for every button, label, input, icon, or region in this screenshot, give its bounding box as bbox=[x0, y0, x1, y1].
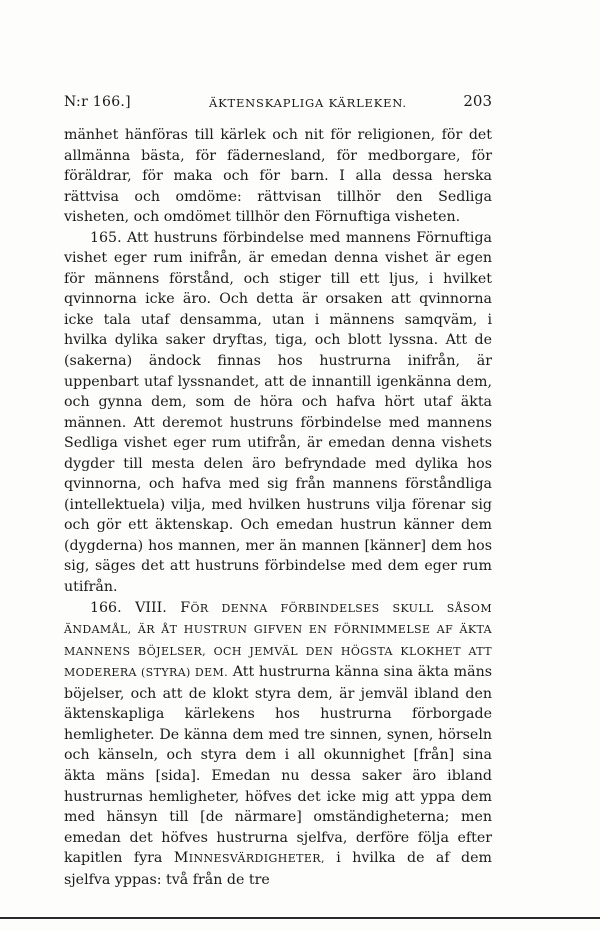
page-number: 203 bbox=[463, 92, 492, 110]
running-header bbox=[64, 92, 492, 116]
bottom-edge-line bbox=[0, 917, 600, 919]
paragraph-number: 166. VIII. bbox=[90, 599, 181, 616]
paragraph-tail: i hvilka de af dem sjelfva yppas: två från de tre bbox=[64, 850, 492, 888]
paragraph-continuation: mänhet hänföras till kärlek och nit för religionen, för det allmänna bästa, för fädernesland, för medborgare, för föräldrar, för maka och för barn. I alla dessa herska rättvisa och omdöme: rättvisan tillhör den Sedliga visheten, och omdömet tillhör den Förnuftiga visheten. bbox=[64, 127, 492, 226]
running-title: ÄKTENSKAPLIGA KÄRLEKEN. bbox=[209, 96, 407, 110]
body-text bbox=[64, 125, 492, 890]
smallcaps-term: MINNESVÄRDIGHETER, bbox=[173, 850, 325, 867]
paragraph-166 bbox=[64, 598, 492, 891]
smallcaps-heading: FÖR DENNA FÖRBINDELSES SKULL SÅSOM ÄNDAMÅL, ÄR ÅT HUSTRUN GIFVEN EN FÖRNIMMELSE AF ÄKTA MANNENS BÖJELSER, OCH JEMVÄL DEN HÖGSTA KLOKHET ATT MODERERA (STYRA) DEM. bbox=[64, 599, 492, 680]
section-number: N:r 166.] bbox=[64, 94, 131, 110]
paragraph-body: Att hustrurna känna sina äkta mäns böjelser, och att de klokt styra dem, är jemväl ibland den äktenskapliga kärlekens hos hustrurna förborgade hemligheter. De känna dem med tre sinnen, synen, hörseln och känseln, och styra dem i all okunnighet [från] sina äkta mäns [sida]. Emedan nu dessa saker äro ibland hustrurnas hemligheter, höfves det icke mig att yppa dem med hänsyn till [de närmare] omständigheterna; men emedan det höfves hustrurna sjelfva, derföre följa efter kapitlen fyra bbox=[64, 664, 493, 867]
paragraph-165: 165. Att hustruns förbindelse med mannens Förnuftiga vishet eger rum inifrån, är emedan denna vishet är egen för männens förstånd, och stiger till ett ljus, i hvilket qvinnorna icke äro. Och detta är orsaken att qvinnorna icke tala utaf densamma, utan i männens samqväm, i hvilka dylika saker dryftas, tiga, och blott lyssna. Att de (sakerna) ändock finnas hos hustrurna inifrån, är uppenbart utaf lyssnandet, att de innantill igenkänna dem, och gynna dem, som de höra och hafva hört utaf äkta männen. Att deremot hustruns förbindelse med mannens Sedliga vishet eger rum utifrån, är emedan denna vishets dygder till mesta delen äro befryndade med dylika hos qvinnorna, och hafva med sig från mannens förståndliga (intellektuela) vilja, med hvilken hustruns vilja förenar sig och gör ett äktenskap. Och emedan hustrun känner dem (dygderna) hos mannen, mer än mannen [känner] dem hos sig, säges det att hustruns förbindelse med dem eger rum utifrån. bbox=[64, 229, 492, 596]
